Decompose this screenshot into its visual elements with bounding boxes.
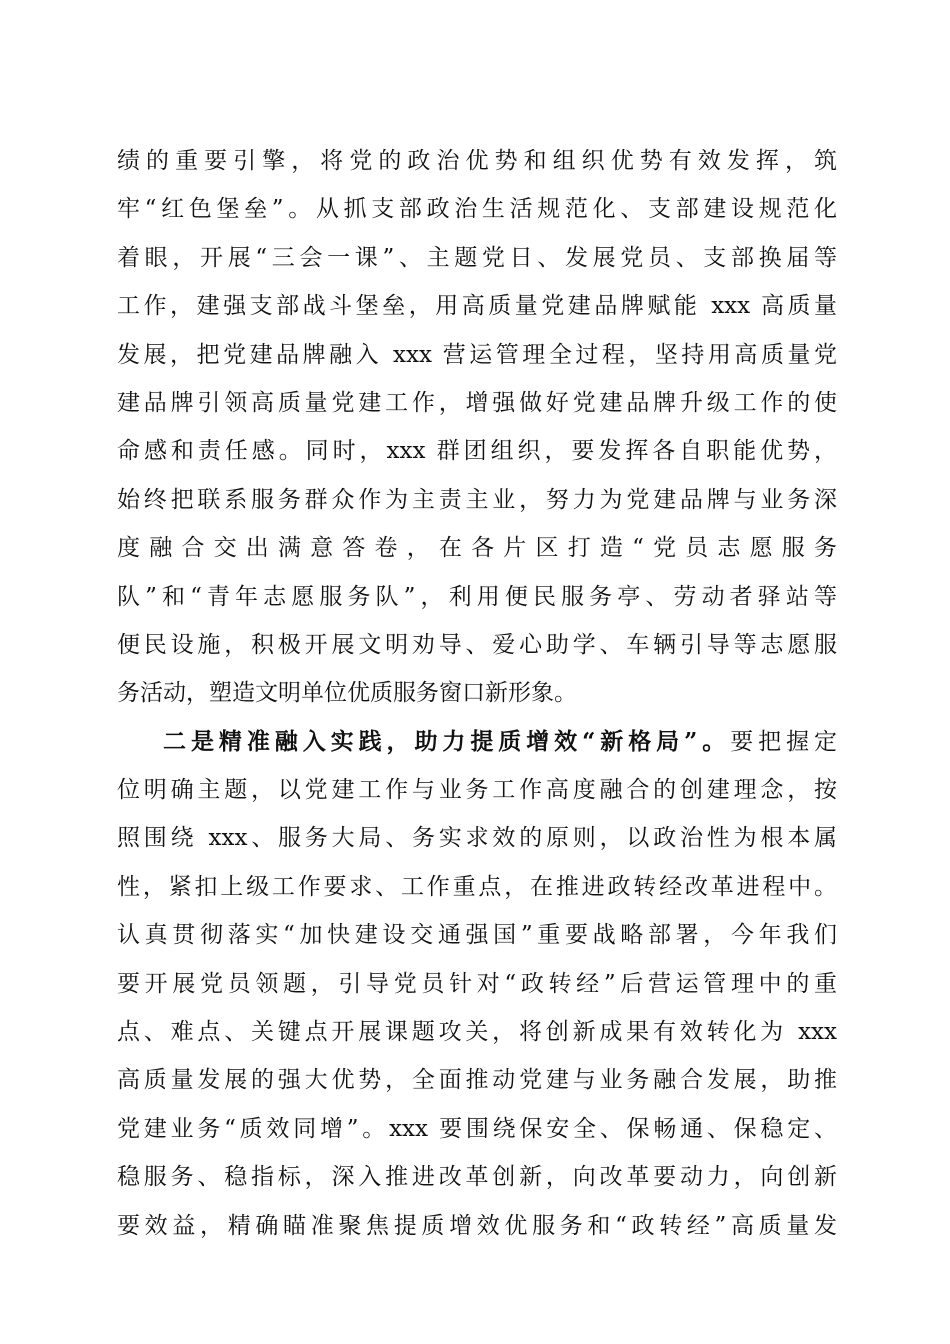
paragraph-2 — [117, 718, 837, 1250]
text-line: 建品牌引领高质量党建工作，增强做好党建品牌升级工作的使 — [117, 389, 837, 416]
text-line: 要开展党员领题，引导党员针对“政转经”后营运管理中的重 — [117, 970, 837, 997]
text-line: 位明确主题，以党建工作与业务工作高度融合的创建理念，按 — [117, 777, 837, 804]
paragraph-heading: 二是精准融入实践，助力提质增效“新格局”。 — [163, 727, 731, 755]
text-line: 稳服务、稳指标，深入推进改革创新，向改革要动力，向创新 — [117, 1164, 837, 1191]
text-line: 点、难点、关键点开展课题攻关，将创新成果有效转化为 xxx — [117, 1019, 837, 1046]
text-line: 性，紧扣上级工作要求、工作重点，在推进政转经改革进程中。 — [117, 873, 837, 900]
text-line: 高质量发展的强大优势，全面推动党建与业务融合发展，助推 — [117, 1067, 837, 1094]
text-line: 始终把联系服务群众作为主责主业，努力为党建品牌与业务深 — [117, 486, 837, 513]
text-line: 发展，把党建品牌融入 xxx 营运管理全过程，坚持用高质量党 — [117, 341, 837, 368]
paragraph-1 — [117, 137, 837, 718]
text-line: 照围绕 xxx、服务大局、务实求效的原则，以政治性为根本属 — [117, 825, 837, 852]
text-line: 认真贯彻落实“加快建设交通强国”重要战略部署，今年我们 — [117, 922, 837, 949]
text-line: 工作，建强支部战斗堡垒，用高质量党建品牌赋能 xxx 高质量 — [117, 293, 837, 320]
text-line: 务活动，塑造文明单位优质服务窗口新形象。 — [117, 680, 577, 707]
text-line: 绩的重要引擎，将党的政治优势和组织优势有效发挥，筑 — [117, 148, 837, 174]
text-line: 党建业务“质效同增”。xxx 要围绕保安全、保畅通、保稳定、 — [117, 1115, 837, 1142]
text-line: 队”和“青年志愿服务队”，利用便民服务亭、劳动者驿站等 — [117, 583, 837, 610]
text-line: 命感和责任感。同时，xxx 群团组织，要发挥各自职能优势， — [117, 438, 837, 465]
body-text — [117, 137, 837, 1250]
text-line: 牢“红色堡垒”。从抓支部政治生活规范化、支部建设规范化 — [117, 196, 837, 223]
text-line: 度融合交出满意答卷，在各片区打造“党员志愿服务 — [117, 535, 837, 562]
paragraph-heading-line — [117, 718, 837, 766]
text-line: 着眼，开展“三会一课”、主题党日、发展党员、支部换届等 — [117, 244, 837, 271]
heading-line-rest: 要把握定 — [730, 728, 837, 755]
text-line: 便民设施，积极开展文明劝导、爱心助学、车辆引导等志愿服 — [117, 631, 837, 658]
text-line: 要效益，精确瞄准聚焦提质增效优服务和“政转经”高质量发 — [117, 1212, 837, 1239]
